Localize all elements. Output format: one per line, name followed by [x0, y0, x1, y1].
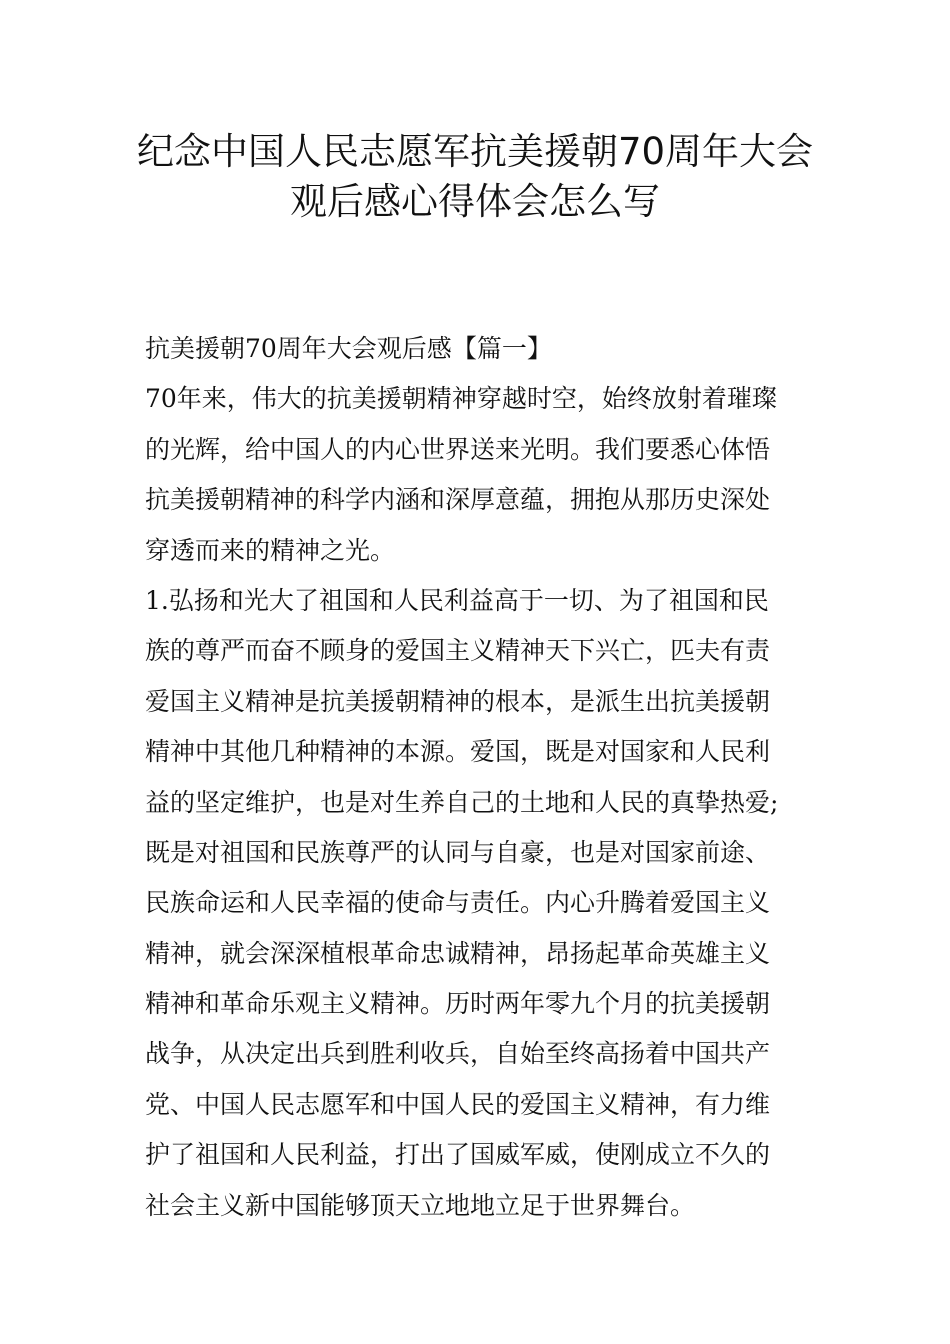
document-title-line-2: 观后感心得体会怎么写	[290, 180, 660, 223]
paragraph-line: 精神，就会深深植根革命忠诚精神，昂扬起革命英雄主义	[145, 938, 771, 968]
section-heading	[145, 324, 810, 374]
paragraph-line: 精神和革命乐观主义精神。历时两年零九个月的抗美援朝	[145, 989, 771, 1019]
paragraph-line: 穿透而来的精神之光。	[145, 535, 396, 565]
paragraph-line: 精神中其他几种精神的本源。爱国，既是对国家和人民利	[145, 737, 771, 767]
paragraph-line: 爱国主义精神是抗美援朝精神的根本，是派生出抗美援朝	[145, 686, 771, 716]
paragraph-line: 益的坚定维护，也是对生养自己的土地和人民的真挚热爱;	[145, 787, 779, 817]
paragraph-line: 战争，从决定出兵到胜利收兵，自始至终高扬着中国共产	[145, 1039, 771, 1069]
paragraph-line: 党、中国人民志愿军和中国人民的爱国主义精神，有力维	[145, 1089, 771, 1119]
paragraph-line: 社会主义新中国能够顶天立地地立足于世界舞台。	[145, 1190, 696, 1220]
paragraph-line: 护了祖国和人民利益，打出了国威军威，使刚成立不久的	[145, 1140, 771, 1170]
paragraph-2	[145, 576, 810, 1231]
paragraph-line: 抗美援朝精神的科学内涵和深厚意蕴，拥抱从那历史深处	[145, 485, 771, 515]
paragraph-line: 70年来，伟大的抗美援朝精神穿越时空，始终放射着璀璨	[145, 384, 777, 414]
section-heading-text: 抗美援朝70周年大会观后感【篇一】	[145, 334, 552, 363]
document-body	[145, 324, 810, 1231]
paragraph-line: 族的尊严而奋不顾身的爱国主义精神天下兴亡，匹夫有责	[145, 636, 771, 666]
document-title-line-1: 纪念中国人民志愿军抗美援朝70周年大会	[136, 130, 814, 173]
paragraph-1	[145, 374, 810, 576]
paragraph-line: 1.弘扬和光大了祖国和人民利益高于一切、为了祖国和民	[145, 585, 769, 615]
paragraph-line: 的光辉，给中国人的内心世界送来光明。我们要悉心体悟	[145, 434, 771, 464]
paragraph-line: 民族命运和人民幸福的使命与责任。内心升腾着爱国主义	[145, 888, 771, 918]
paragraph-line: 既是对祖国和民族尊严的认同与自豪，也是对国家前途、	[145, 837, 771, 867]
